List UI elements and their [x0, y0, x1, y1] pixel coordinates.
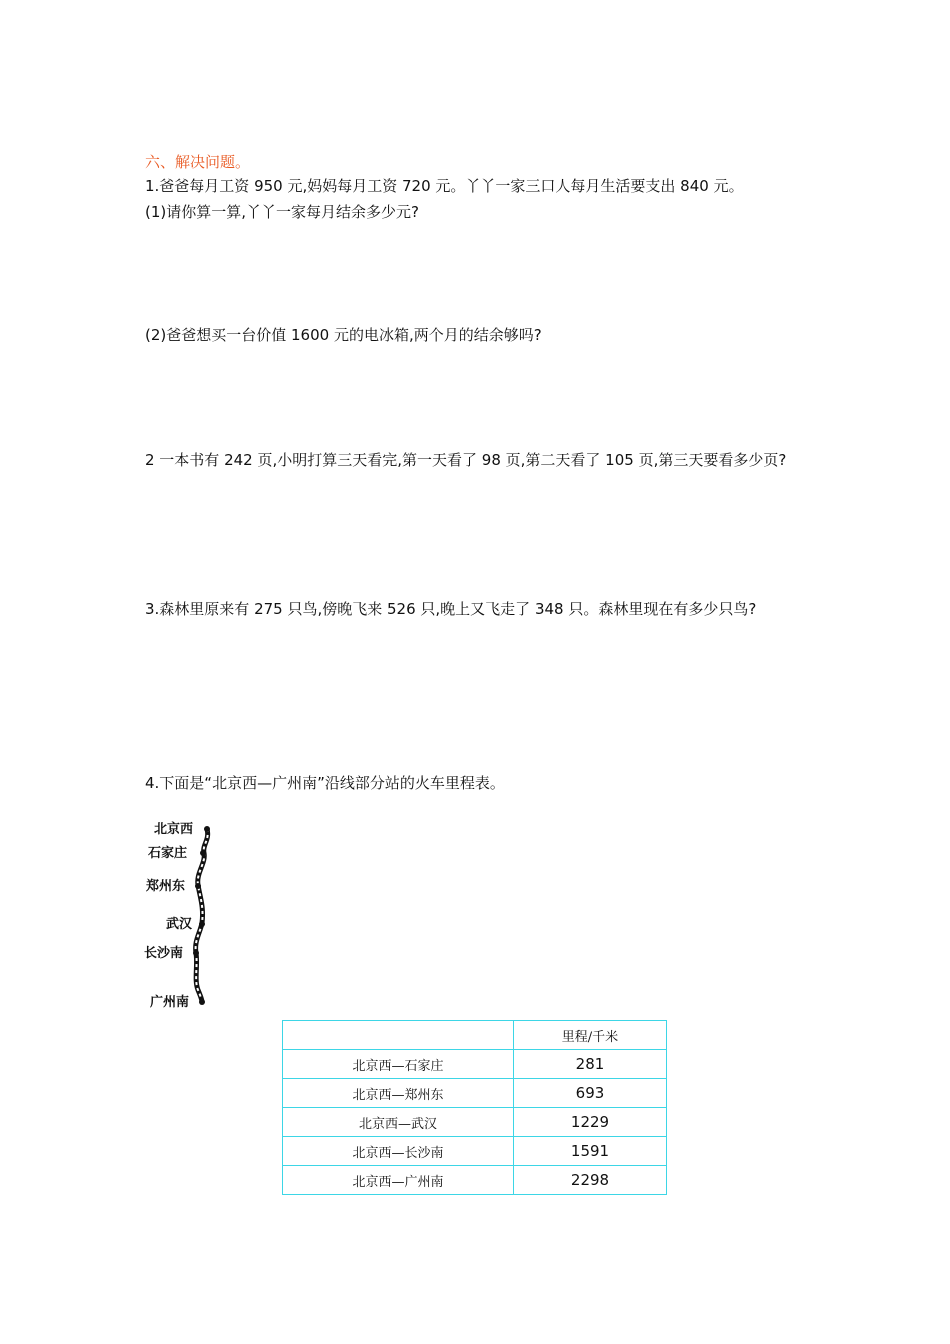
- table-row: [283, 1137, 667, 1166]
- station-label-shijiazhuang: 石家庄: [148, 846, 188, 861]
- segment-cell: 北京西—武汉: [283, 1108, 514, 1137]
- table-row: [283, 1108, 667, 1137]
- table-row: [283, 1166, 667, 1195]
- question-1-text: 1.爸爸每月工资 950 元,妈妈每月工资 720 元。丫丫一家三口人每月生活要支出 840 元。: [145, 177, 744, 195]
- segment-cell: 北京西—长沙南: [283, 1137, 514, 1166]
- table-header-cell: 里程/千米: [514, 1021, 667, 1050]
- station-dot: [200, 850, 206, 856]
- section-title: 六、解决问题。: [145, 153, 251, 171]
- station-dot: [199, 999, 205, 1005]
- station-dot: [195, 883, 201, 889]
- station-label-zhengzhoudong: 郑州东: [146, 879, 186, 894]
- table-row: [283, 1079, 667, 1108]
- station-label-beijingxi: 北京西: [154, 822, 194, 837]
- railway-route-map: [140, 815, 230, 1015]
- segment-cell: 北京西—郑州东: [283, 1079, 514, 1108]
- station-dot: [193, 950, 199, 956]
- km-cell: 2298: [514, 1166, 667, 1195]
- question-1-sub-2: (2)爸爸想买一台价值 1600 元的电冰箱,两个月的结余够吗?: [145, 326, 542, 344]
- question-2-text: 2 一本书有 242 页,小明打算三天看完,第一天看了 98 页,第二天看了 105 页,第三天要看多少页?: [145, 451, 787, 469]
- km-cell: 1229: [514, 1108, 667, 1137]
- table-header-row: [283, 1021, 667, 1050]
- segment-cell: 北京西—石家庄: [283, 1050, 514, 1079]
- mileage-table: [282, 1020, 667, 1195]
- question-1-sub-1: (1)请你算一算,丫丫一家每月结余多少元?: [145, 203, 419, 221]
- question-3-text: 3.森林里原来有 275 只鸟,傍晚飞来 526 只,晚上又飞走了 348 只。森林里现在有多少只鸟?: [145, 600, 757, 618]
- segment-cell: 北京西—广州南: [283, 1166, 514, 1195]
- table-row: [283, 1050, 667, 1079]
- km-cell: 693: [514, 1079, 667, 1108]
- station-label-guangzhounan: 广州南: [150, 995, 190, 1010]
- question-4-text: 4.下面是“北京西—广州南”沿线部分站的火车里程表。: [145, 774, 505, 792]
- table-header-cell: [283, 1021, 514, 1050]
- station-label-changshanan: 长沙南: [144, 946, 184, 961]
- km-cell: 1591: [514, 1137, 667, 1166]
- station-dot: [199, 921, 205, 927]
- station-label-wuhan: 武汉: [166, 917, 193, 932]
- station-dot: [204, 826, 210, 832]
- km-cell: 281: [514, 1050, 667, 1079]
